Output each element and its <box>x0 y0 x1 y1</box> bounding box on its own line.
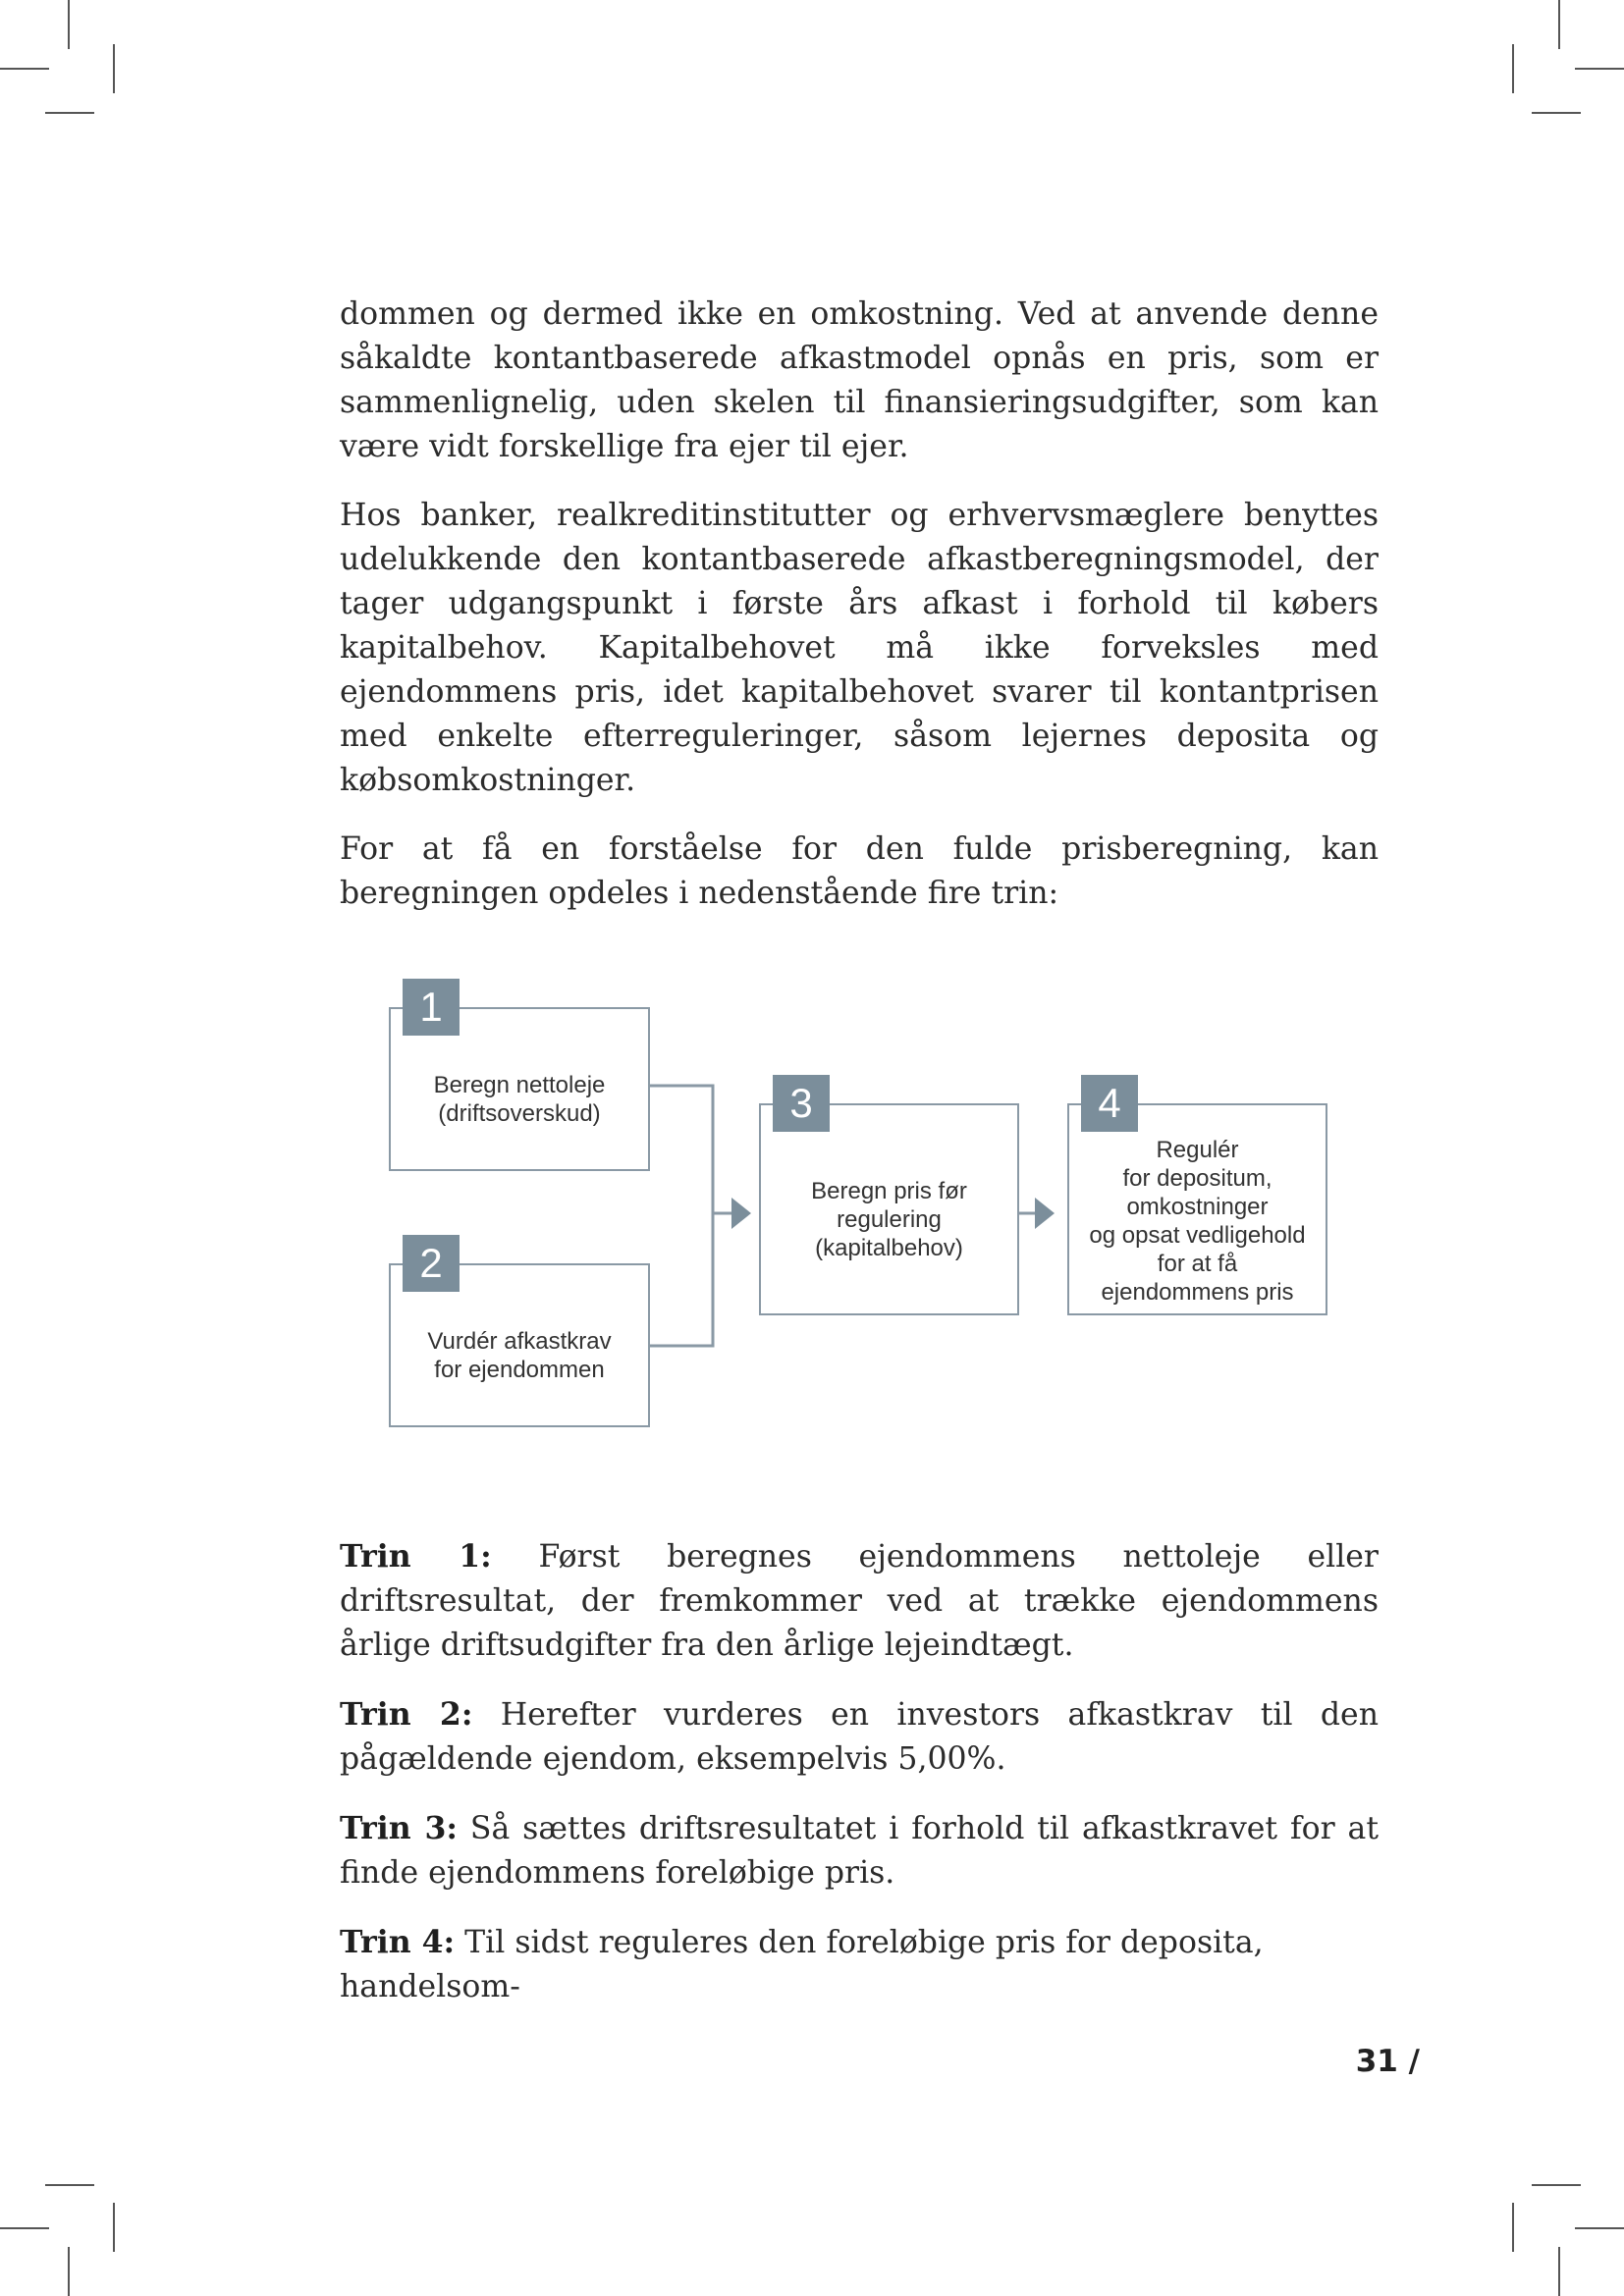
arrow-icon <box>1035 1198 1055 1229</box>
step-4-box <box>1067 1103 1327 1315</box>
step-3-box <box>759 1103 1019 1315</box>
step-1-number: 1 <box>403 979 460 1036</box>
step-1-label: Beregn nettoleje (driftsoverskud) <box>433 1071 606 1127</box>
trin-2-paragraph: Trin 2: Herefter vurderes en investors afkastkrav til den pågældende ejendom, eksempelvis 5,00%. <box>340 1696 1379 1777</box>
paragraph: dommen og dermed ikke en omkostning. Ved at anvende denne såkaldte kontantbaserede afkastmodel opnås en pris, som er sammenlignelig, uden skelen til finansieringsudgifter, som kan være vidt forskellige fra ejer til ejer. <box>340 296 1379 464</box>
step-2-label: Vurdér afkastkrav for ejendommen <box>427 1327 612 1383</box>
step-4-number: 4 <box>1081 1075 1138 1132</box>
step-3-number: 3 <box>773 1075 830 1132</box>
step-4-label: Regulér for depositum, omkostninger og opsat vedligehold for at få ejendommens pris <box>1089 1137 1306 1306</box>
page-number: 31 / <box>1355 2044 1420 2079</box>
trin-4-paragraph: Trin 4: Til sidst reguleres den foreløbige pris for deposita, handelsom- <box>340 1924 1264 2004</box>
paragraph: Hos banker, realkreditinstitutter og erhvervsmæglere benyttes udelukkende den kontantbaserede afkastberegningsmodel, der tager udgangspunkt i første års afkast i forhold til købers kapitalbehov. Kapitalbehovet må ikke forveksles med ejendommens pris, idet kapitalbehovet svarer til kontantprisen med enkelte efterreguleringer, såsom lejernes deposita og købsomkostninger. <box>340 498 1379 798</box>
step-3-label: Beregn pris før regulering (kapitalbehov) <box>811 1177 967 1261</box>
arrow-icon <box>731 1198 751 1229</box>
connector-step1 <box>649 1086 713 1213</box>
connector-step2 <box>649 1213 713 1346</box>
trin-1-paragraph: Trin 1: Først beregnes ejendommens nettoleje eller driftsresultat, der fremkommer ved at trække ejendommens årlige driftsudgifter fra den årlige lejeindtægt. <box>340 1538 1379 1663</box>
step-2-number: 2 <box>403 1235 460 1292</box>
body-text-trin <box>340 1534 1379 2009</box>
paragraph: For at få en forståelse for den fulde prisberegning, kan beregningen opdeles i nedenstående fire trin: <box>340 831 1379 911</box>
trin-3-paragraph: Trin 3: Så sættes driftsresultatet i forhold til afkastkravet for at finde ejendommens foreløbige pris. <box>340 1810 1379 1891</box>
